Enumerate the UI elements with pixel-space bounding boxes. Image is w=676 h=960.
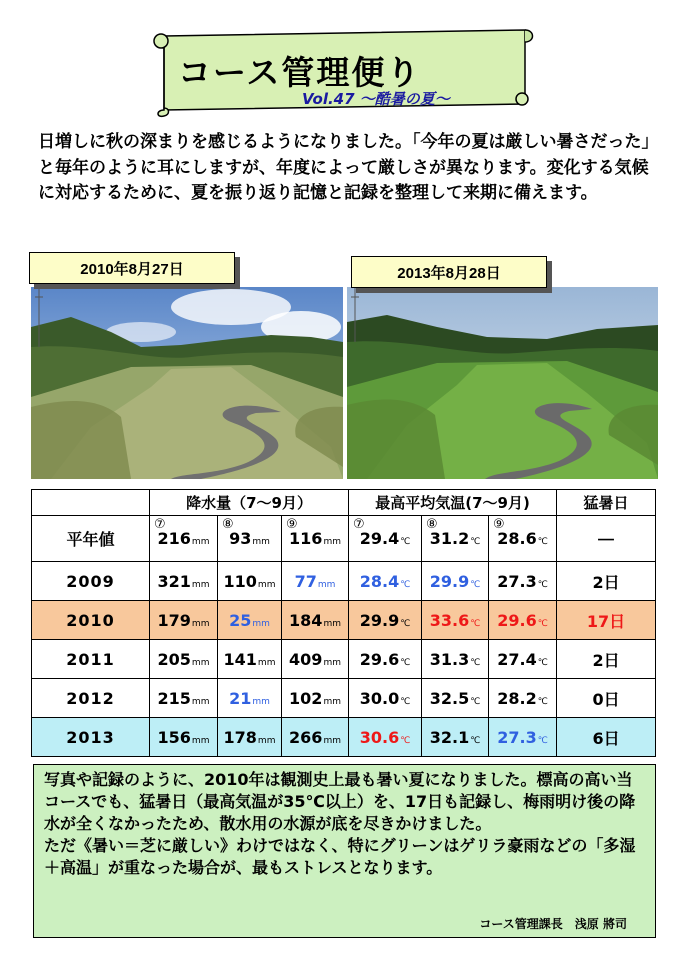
heat-days: 2日: [557, 562, 656, 601]
month-mark: ⑦: [353, 517, 365, 532]
temp-jul: 30.6℃: [349, 718, 422, 757]
temp-aug: 31.3℃: [422, 640, 489, 679]
course-photo-2013: [347, 287, 658, 479]
rain-header: 降水量（7～9月）: [150, 490, 349, 516]
climate-table: [31, 489, 656, 757]
rain-aug: 25mm: [218, 601, 282, 640]
normal-rain-sep: ⑨ 116mm: [282, 516, 349, 562]
summary-paragraph-2: ただ《暑い＝芝に厳しい》わけではなく、特にグリーンはゲリラ豪雨などの「多湿＋高温」が重なった場合が、最もストレスとなります。: [44, 836, 636, 877]
course-photo-2010: [31, 287, 343, 479]
temp-jul: 28.4℃: [349, 562, 422, 601]
table-row: [32, 640, 656, 679]
rain-sep: 409mm: [282, 640, 349, 679]
heat-days-header: 猛暑日: [557, 490, 656, 516]
temp-sep: 28.2℃: [489, 679, 557, 718]
table-row: [32, 718, 656, 757]
temp-sep: 27.3℃: [489, 718, 557, 757]
normal-label: 平年値: [32, 516, 150, 562]
rain-aug: 141mm: [218, 640, 282, 679]
month-mark: ⑦: [154, 517, 166, 532]
normal-temp-aug: ⑧ 31.2℃: [422, 516, 489, 562]
normal-rain-aug: ⑧ 93mm: [218, 516, 282, 562]
year-cell: 2010: [32, 601, 150, 640]
newsletter-title: コース管理便り: [178, 53, 422, 92]
rain-aug: 21mm: [218, 679, 282, 718]
year-cell: 2012: [32, 679, 150, 718]
photo-date-label-2010: 2010年8月27日: [29, 252, 235, 284]
table-row: [32, 562, 656, 601]
title-banner: [150, 20, 535, 118]
table-row: [32, 601, 656, 640]
heat-days: 6日: [557, 718, 656, 757]
rain-aug: 110mm: [218, 562, 282, 601]
header-blank: [32, 490, 150, 516]
month-mark: ⑧: [426, 517, 438, 532]
normal-row: [32, 516, 656, 562]
normal-heat-days: －: [557, 516, 656, 562]
summary-text: [44, 769, 647, 879]
temp-aug: 32.5℃: [422, 679, 489, 718]
temp-sep: 27.3℃: [489, 562, 557, 601]
normal-temp-jul: ⑦ 29.4℃: [349, 516, 422, 562]
rain-sep: 266mm: [282, 718, 349, 757]
temp-jul: 29.9℃: [349, 601, 422, 640]
author-signature: コース管理課長 浅原 將司: [479, 917, 627, 931]
rain-aug: 178mm: [218, 718, 282, 757]
rain-jul: 321mm: [150, 562, 218, 601]
temp-sep: 27.4℃: [489, 640, 557, 679]
normal-temp-sep: ⑨ 28.6℃: [489, 516, 557, 562]
temp-aug: 29.9℃: [422, 562, 489, 601]
table-row: [32, 679, 656, 718]
temp-jul: 30.0℃: [349, 679, 422, 718]
temp-aug: 32.1℃: [422, 718, 489, 757]
month-mark: ⑨: [493, 517, 505, 532]
rain-jul: 205mm: [150, 640, 218, 679]
month-mark: ⑨: [286, 517, 298, 532]
year-cell: 2011: [32, 640, 150, 679]
year-cell: 2009: [32, 562, 150, 601]
temp-header: 最高平均気温(7～9月): [349, 490, 557, 516]
photo-date-label-2013: 2013年8月28日: [351, 256, 547, 288]
temp-sep: 29.6℃: [489, 601, 557, 640]
rain-jul: 215mm: [150, 679, 218, 718]
rain-jul: 156mm: [150, 718, 218, 757]
heat-days: 0日: [557, 679, 656, 718]
table-header-row: [32, 490, 656, 516]
rain-jul: 179mm: [150, 601, 218, 640]
temp-jul: 29.6℃: [349, 640, 422, 679]
heat-days: 2日: [557, 640, 656, 679]
summary-paragraph-1: 写真や記録のように、2010年は観測史上最も暑い夏になりました。標高の高い当コースでも、猛暑日（最高気温が35℃以上）を、17日も記録し、梅雨明け後の降水が全くなかったため、散水用の水源が底を尽きかけました。: [44, 770, 636, 833]
temp-aug: 33.6℃: [422, 601, 489, 640]
rain-sep: 102mm: [282, 679, 349, 718]
issue-subtitle: Vol.47 ～酷暑の夏～: [302, 90, 450, 108]
rain-sep: 184mm: [282, 601, 349, 640]
normal-rain-jul: ⑦ 216mm: [150, 516, 218, 562]
heat-days: 17日: [557, 601, 656, 640]
rain-sep: 77mm: [282, 562, 349, 601]
intro-paragraph: 日増しに秋の深まりを感じるようになりました。「今年の夏は厳しい暑さだった」と毎年のように耳にしますが、年度によって厳しさが異なります。変化する気候に対応するために、夏を振り返り記憶と記録を整理して来期に備えます。: [38, 132, 650, 203]
month-mark: ⑧: [222, 517, 234, 532]
summary-box: [33, 764, 656, 938]
year-cell: 2013: [32, 718, 150, 757]
